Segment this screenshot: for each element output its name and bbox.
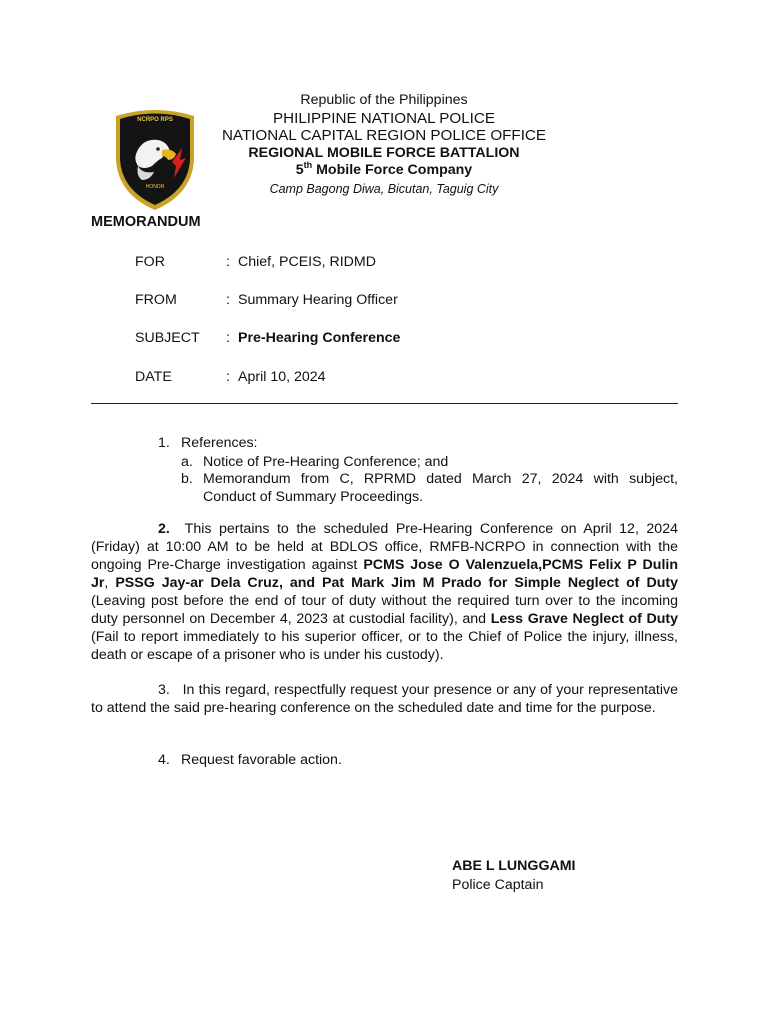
p4-text: Request favorable action.: [181, 752, 342, 768]
p2-bold-names-2: PSSG Jay-ar Dela Cruz, and Pat Mark Jim M Prado for Simple Neglect of Duty: [115, 575, 678, 591]
ref-b-line1: Memorandum from C, RPRMD dated March 27, 2024 with subject,: [203, 471, 678, 487]
header-company: 5th Mobile Force Company: [295, 160, 473, 178]
logo-bottom-text: HONOR: [145, 184, 165, 190]
memo-title: MEMORANDUM: [91, 214, 201, 230]
header-pnp: PHILIPPINE NATIONAL POLICE: [273, 109, 495, 127]
field-date-value: April 10, 2024: [238, 369, 326, 385]
field-for-label: FOR: [135, 254, 165, 270]
field-from-label: FROM: [135, 292, 177, 308]
police-emblem-logo-icon: [112, 108, 198, 212]
signatory-title: Police Captain: [452, 877, 544, 893]
field-subject-value: Pre-Hearing Conference: [238, 330, 401, 346]
p2-number: 2.: [158, 521, 170, 537]
paragraph-2: 2. This pertains to the scheduled Pre-Hearing Conference on April 12, 2024 (Friday) at 10:00 AM to be held at BDLOS office, RMFB-NCRPO in connection with the ongoing Pre-Charge investigation against PCMS Jose O Valenzuela,PCMS Felix P Dulin Jr, PSSG Jay-ar Dela Cruz, and Pat Mark Jim M Prado for Simple Neglect of Duty (Leaving post before the end of tour of duty without the required turn over to the incoming duty personnel on December 4, 2023 at custodial facility), and Less Grave Neglect of Duty (Fail to report immediately to his superior officer, or to the Chief of Police the injury, illness, death or escape of a prisoner who is under his custody).: [91, 521, 679, 663]
ref-b-letter: b.: [181, 471, 193, 487]
field-for-colon: :: [226, 254, 230, 270]
field-date-label: DATE: [135, 369, 172, 385]
p3-number: 3.: [158, 682, 170, 698]
letterhead: [200, 92, 568, 198]
logo-top-text: NCRPO RPS: [137, 117, 173, 123]
ref-a-letter: a.: [181, 454, 193, 470]
paragraph-3: [91, 681, 678, 717]
field-for-value: Chief, PCEIS, RIDMD: [238, 254, 376, 270]
ref-b-line2: Conduct of Summary Proceedings.: [203, 489, 424, 505]
signatory-name: ABE L LUNGGAMI: [452, 858, 576, 874]
header-ncrpo: NATIONAL CAPITAL REGION POLICE OFFICE: [221, 127, 547, 144]
header-address: Camp Bagong Diwa, Bicutan, Taguig City: [269, 181, 499, 196]
p2-bold-offense: Less Grave Neglect of Duty: [490, 611, 679, 627]
p4-number: 4.: [158, 752, 170, 768]
ref-a-text: Notice of Pre-Hearing Conference; and: [203, 454, 449, 470]
field-from-value: Summary Hearing Officer: [238, 292, 398, 308]
horizontal-divider: [91, 403, 678, 404]
p3-text: In this regard, respectfully request your presence or any of your representative to attend the said pre-hearing conference on the scheduled date and time for the purpose.: [91, 682, 678, 716]
field-date-colon: :: [226, 369, 230, 385]
field-subject-colon: :: [226, 330, 230, 346]
field-subject-label: SUBJECT: [135, 330, 200, 346]
field-from-colon: :: [226, 292, 230, 308]
p1-title: References:: [181, 435, 258, 451]
p1-number: 1.: [158, 435, 170, 451]
p2-bold-names-1: PCMS Jose O Valenzuela,PCMS Felix P Dulin Jr: [91, 557, 678, 591]
header-republic: Republic of the Philippines: [300, 92, 468, 108]
header-rmfb: REGIONAL MOBILE FORCE BATTALION: [248, 144, 520, 161]
